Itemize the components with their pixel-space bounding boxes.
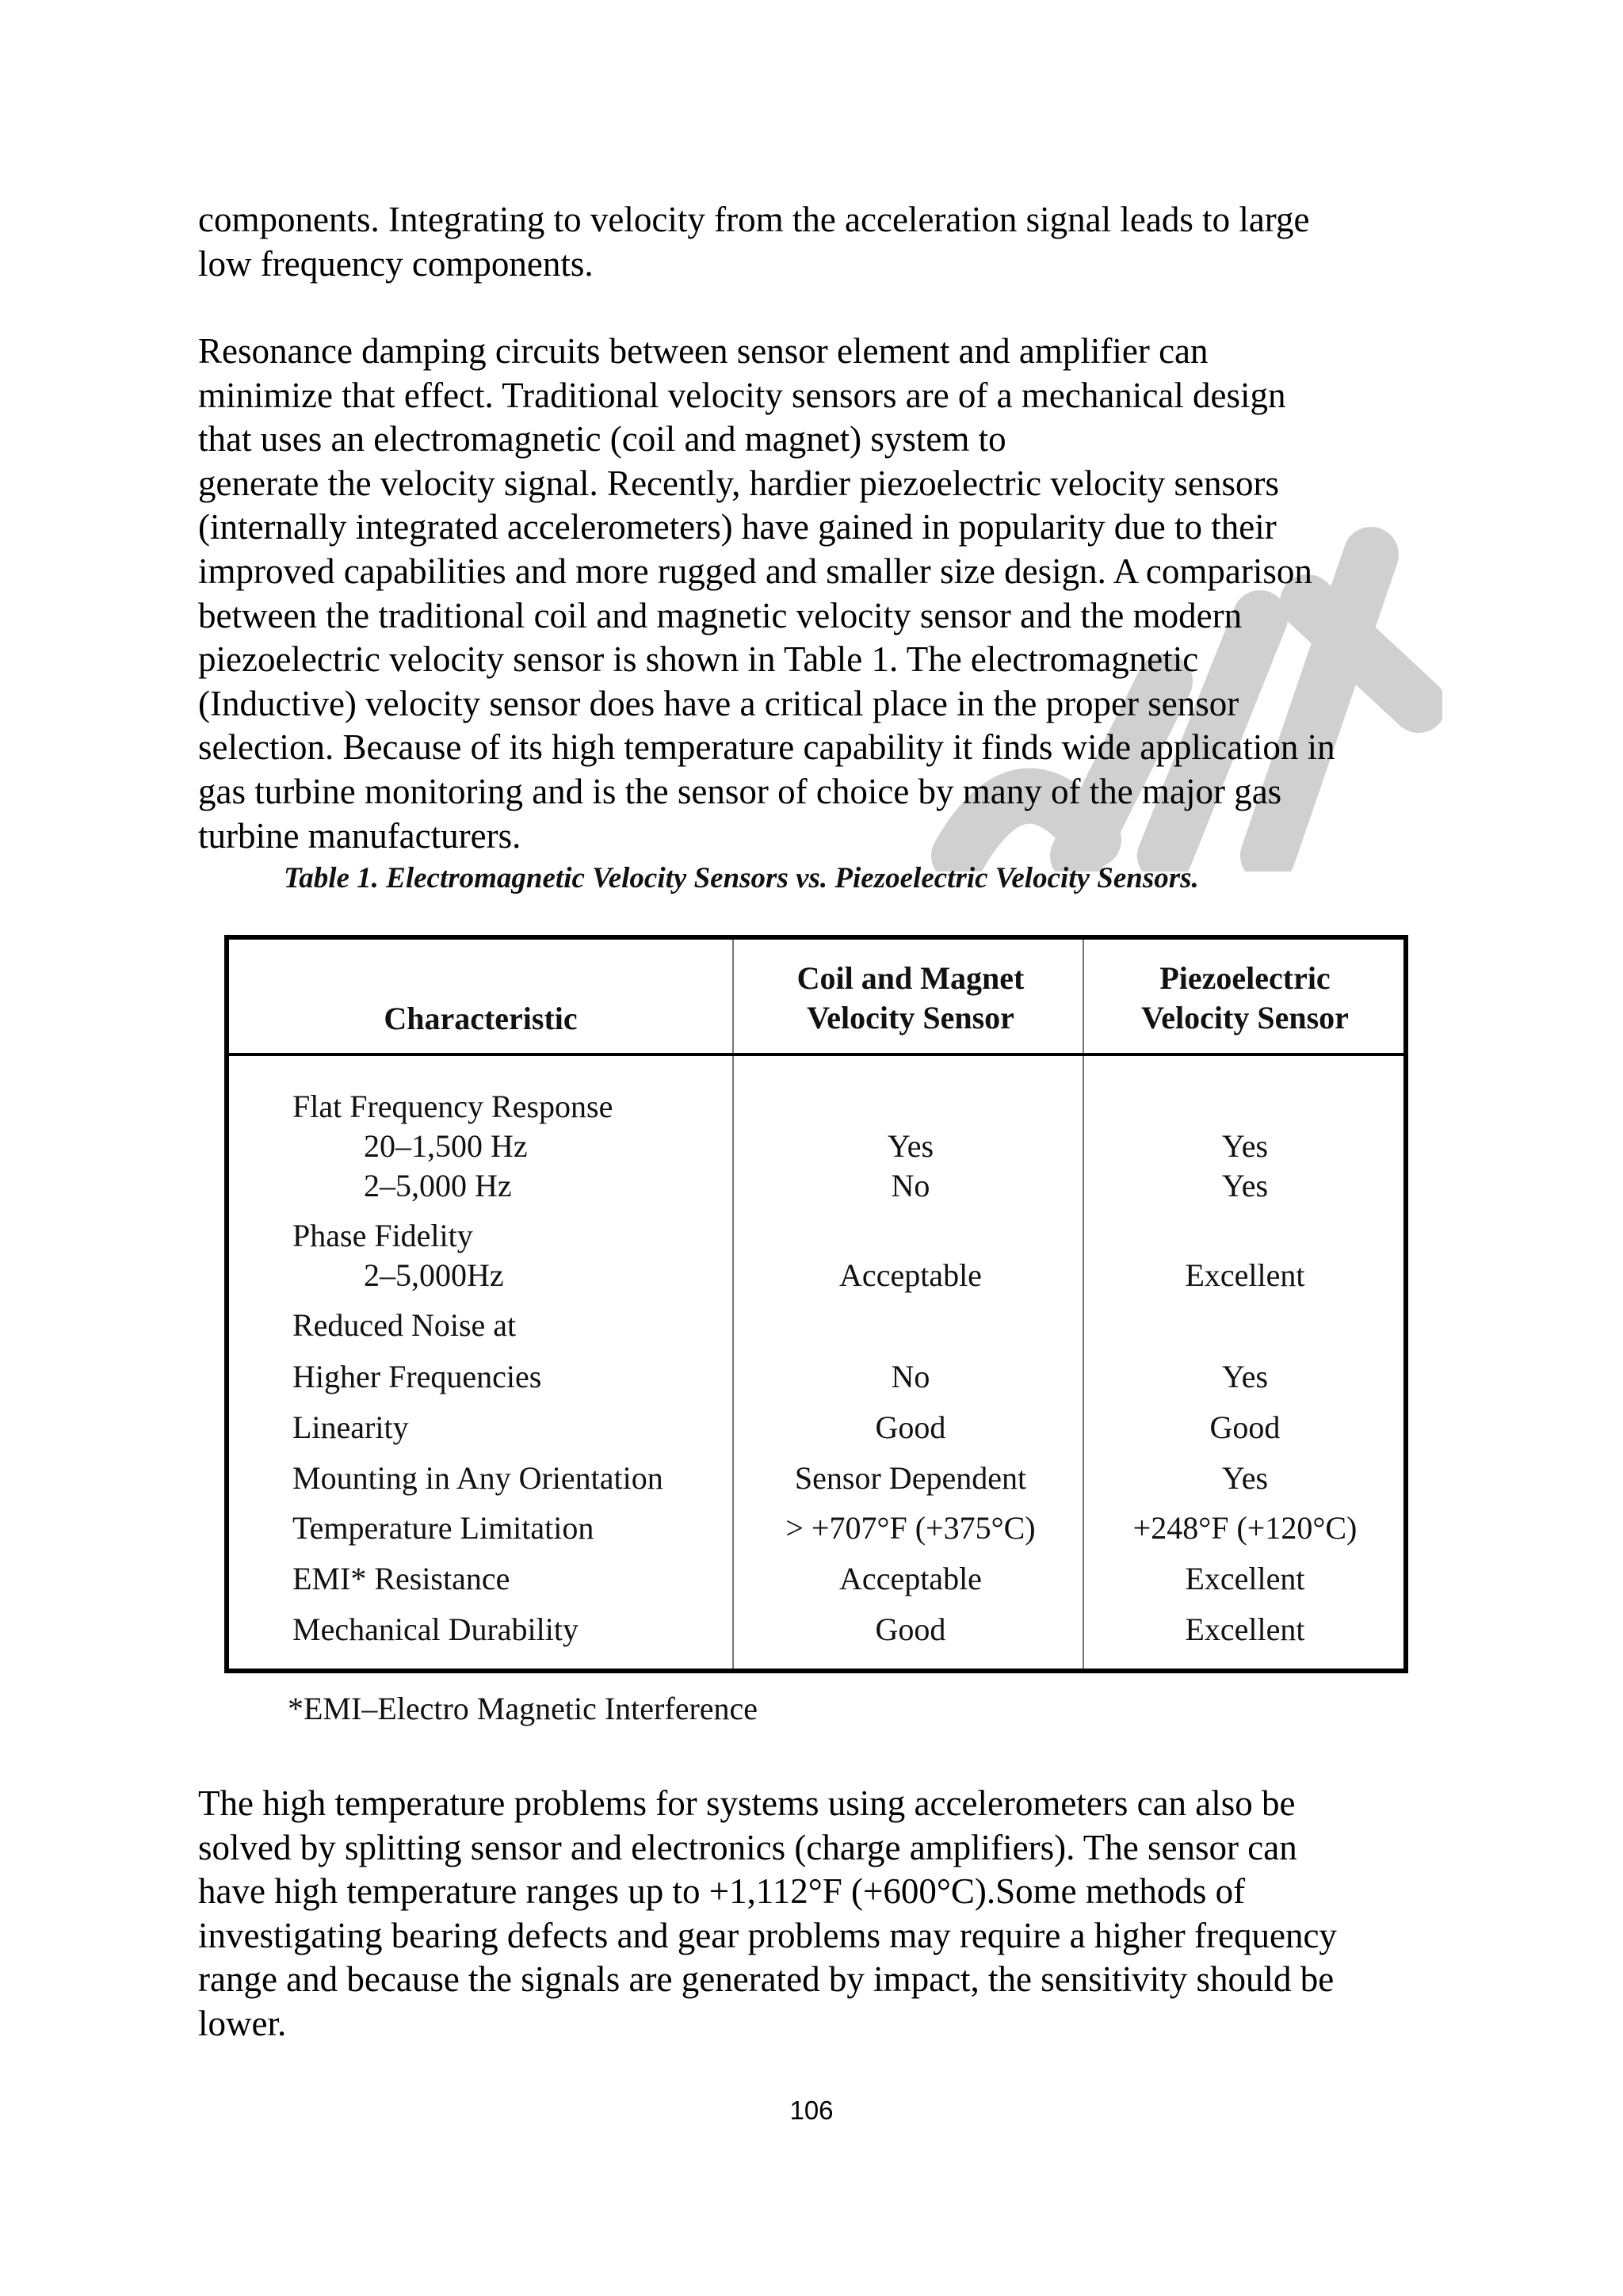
text-line: improved capabilities and more rugged and smaller size design. A comparison	[198, 551, 1312, 591]
text-line: solved by splitting sensor and electronics (charge amplifiers). The sensor can	[198, 1827, 1297, 1867]
text-line: have high temperature ranges up to +1,112°F (+600°C).Some methods of	[198, 1871, 1246, 1912]
piezo-value: Yes	[1221, 1460, 1269, 1496]
text-line: range and because the signals are generated by impact, the sensitivity should be	[198, 1959, 1335, 2000]
row-label: EMI* Resistance	[292, 1561, 510, 1596]
header-rule	[229, 1053, 1403, 1056]
header-piezo-line-2: Velocity Sensor	[1141, 1000, 1349, 1035]
text-line: between the traditional coil and magnetic velocity sensor and the modern	[198, 595, 1243, 635]
column-divider	[732, 940, 734, 1669]
piezo-value: Yes	[1221, 1168, 1269, 1203]
piezo-value: Excellent	[1185, 1257, 1305, 1293]
row-label: Flat Frequency Response	[292, 1089, 613, 1124]
text-line: investigating bearing defects and gear problems may require a higher frequency	[198, 1915, 1337, 1955]
piezo-value: Excellent	[1185, 1611, 1305, 1647]
page-number: 106	[789, 2096, 834, 2125]
text-line: (internally integrated accelerometers) have gained in popularity due to their	[198, 507, 1277, 547]
row-label: 2–5,000 Hz	[364, 1168, 512, 1203]
coil-value: > +707°F (+375°C)	[785, 1510, 1036, 1546]
coil-value: No	[891, 1168, 930, 1203]
text-line: low frequency components.	[198, 243, 594, 284]
text-line: lower.	[198, 2003, 287, 2043]
coil-value: Yes	[887, 1128, 934, 1164]
comparison-table	[224, 935, 1408, 1673]
row-label: Mechanical Durability	[292, 1611, 579, 1647]
text-line: that uses an electromagnetic (coil and magnet) system to	[198, 419, 1006, 460]
row-label: Reduced Noise at	[292, 1307, 517, 1343]
row-label: Mounting in Any Orientation	[292, 1460, 663, 1496]
row-label: Higher Frequencies	[292, 1359, 542, 1394]
coil-value: Good	[875, 1611, 946, 1647]
row-label: 20–1,500 Hz	[364, 1128, 528, 1164]
text-line: (Inductive) velocity sensor does have a critical place in the proper sensor	[198, 683, 1239, 723]
piezo-value: Excellent	[1185, 1561, 1305, 1596]
header-coil-line-2: Velocity Sensor	[807, 1000, 1014, 1035]
text-line: The high temperature problems for systems using accelerometers can also be	[198, 1783, 1296, 1823]
text-line: piezoelectric velocity sensor is shown in Table 1. The electromagnetic	[198, 639, 1199, 680]
coil-value: Good	[875, 1409, 946, 1445]
coil-value: Acceptable	[839, 1257, 982, 1293]
body-paragraph	[198, 330, 1434, 858]
row-label: Phase Fidelity	[292, 1218, 473, 1253]
coil-value: Acceptable	[839, 1561, 982, 1596]
intro-paragraph	[198, 198, 1434, 286]
coil-value: No	[891, 1359, 930, 1394]
piezo-value: +248°F (+120°C)	[1132, 1510, 1358, 1546]
text-line: selection. Because of its high temperature capability it finds wide application in	[198, 727, 1335, 768]
table-caption: Table 1. Electromagnetic Velocity Sensors vs. Piezoelectric Velocity Sensors.	[284, 862, 1199, 894]
header-characteristic: Characteristic	[384, 1001, 578, 1036]
piezo-value: Yes	[1221, 1128, 1269, 1164]
row-label: Temperature Limitation	[292, 1510, 594, 1546]
row-label: 2–5,000Hz	[364, 1257, 504, 1293]
text-line: gas turbine monitoring and is the sensor of choice by many of the major gas	[198, 771, 1282, 811]
piezo-value: Yes	[1221, 1359, 1269, 1394]
text-line: Resonance damping circuits between sensor element and amplifier can	[198, 331, 1209, 371]
row-label: Linearity	[292, 1409, 409, 1445]
closing-paragraph	[198, 1782, 1434, 2046]
text-line: components. Integrating to velocity from the acceleration signal leads to large	[198, 200, 1310, 239]
table-footnote: *EMI–Electro Magnetic Interference	[288, 1691, 758, 1726]
text-line: minimize that effect. Traditional velocity sensors are of a mechanical design	[198, 375, 1286, 415]
header-coil-line-1: Coil and Magnet	[796, 960, 1025, 996]
coil-value: Sensor Dependent	[794, 1460, 1027, 1496]
text-line: turbine manufacturers.	[198, 815, 521, 856]
header-piezo-line-1: Piezoelectric	[1159, 960, 1331, 996]
piezo-value: Good	[1209, 1409, 1281, 1445]
text-line: generate the velocity signal. Recently, hardier piezoelectric velocity sensors	[198, 463, 1280, 503]
